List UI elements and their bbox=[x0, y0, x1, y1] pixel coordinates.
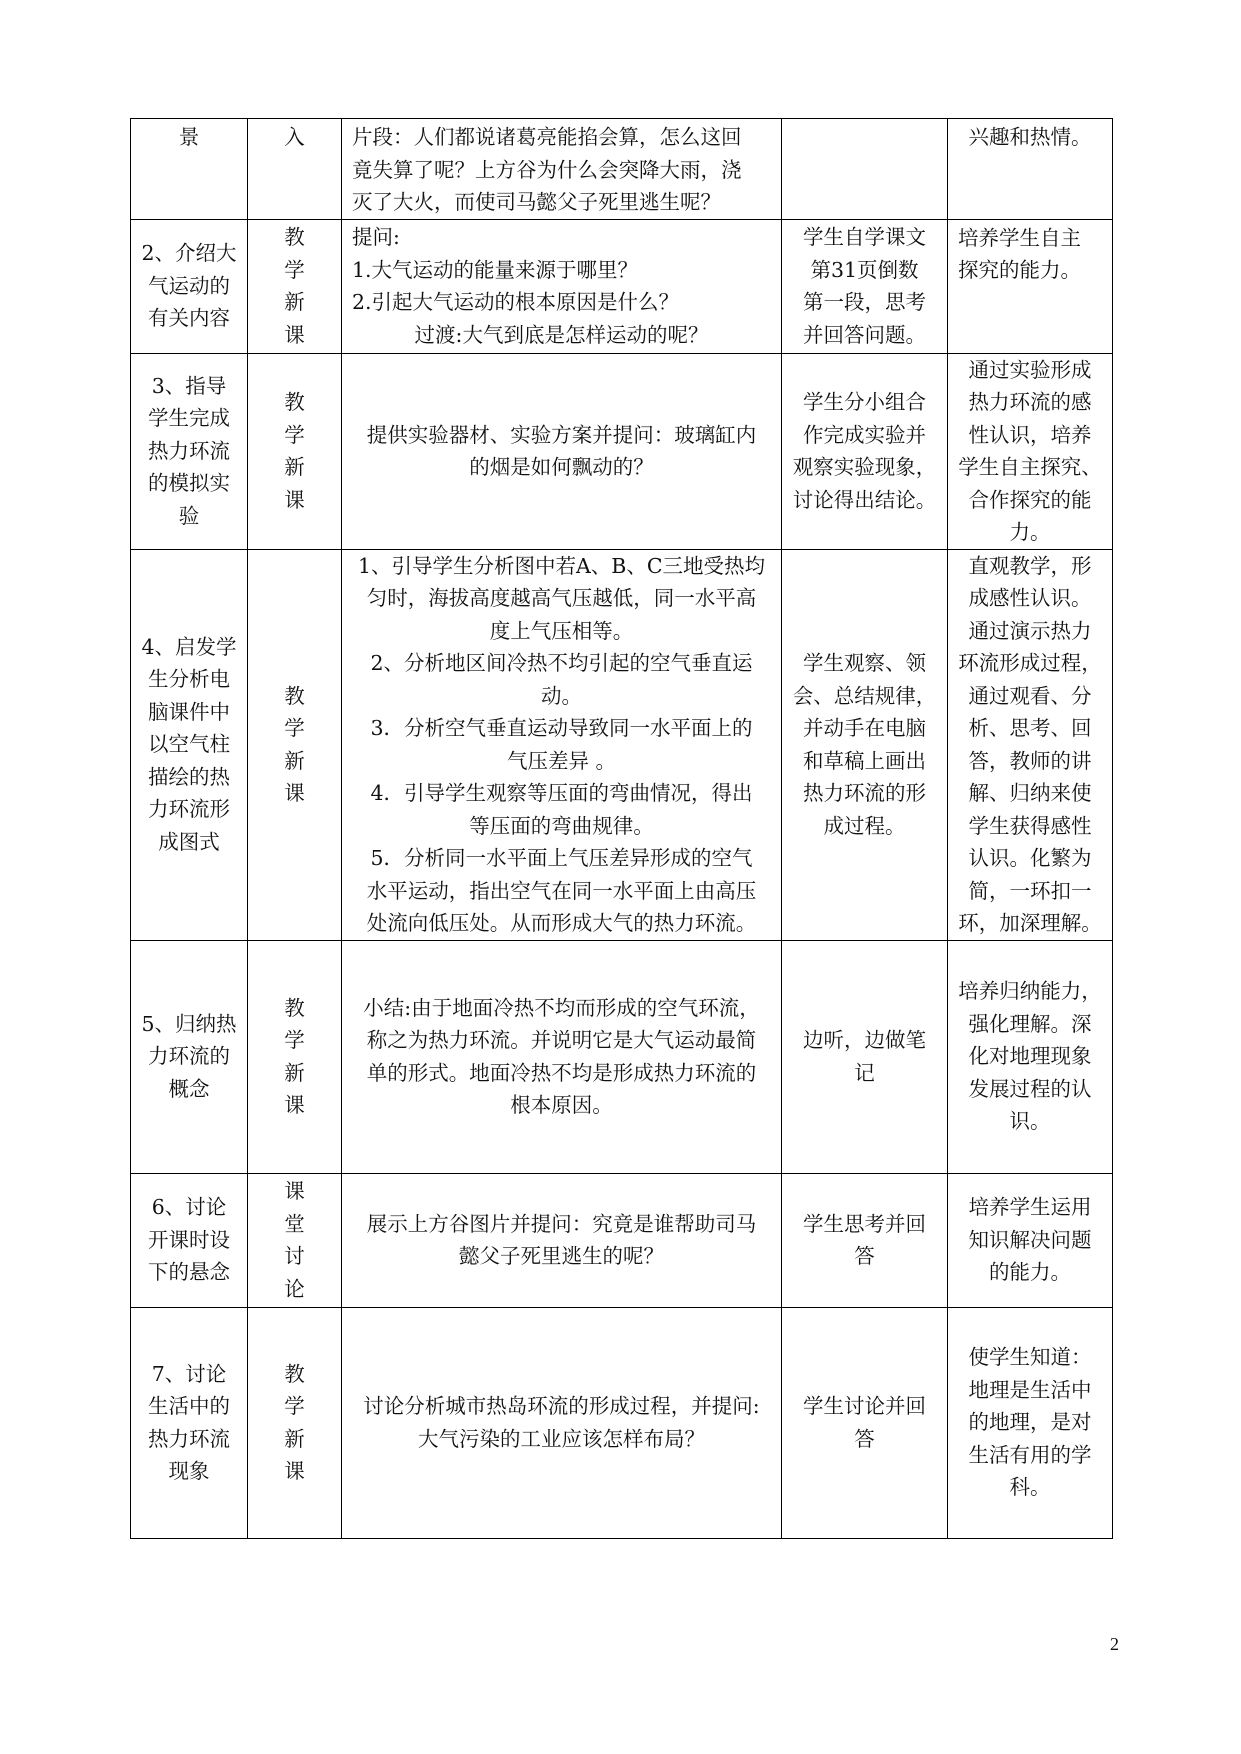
cell-line: 会、总结规律， bbox=[792, 683, 937, 708]
cell-line: 认识。化繁为 bbox=[968, 846, 1092, 870]
cell-line: 环流形成过程， bbox=[958, 651, 1102, 675]
cell-line: 课 bbox=[284, 1459, 305, 1483]
cell-line: 答，教师的讲 bbox=[968, 748, 1092, 773]
cell-line: 学 bbox=[284, 1028, 305, 1052]
cell-line: 3．分析空气垂直运动导致同一水平面上的 bbox=[370, 716, 753, 740]
cell-line: 课 bbox=[284, 1093, 305, 1117]
cell-line: 并动手在电脑 bbox=[803, 716, 926, 740]
teacher-activity-cell bbox=[342, 549, 782, 940]
cell-line: 解、归纳来使 bbox=[968, 781, 1092, 805]
cell-line: 性认识，培养 bbox=[968, 422, 1092, 447]
cell-line: 有关内容 bbox=[148, 306, 230, 331]
cell-line: 识。 bbox=[1009, 1109, 1051, 1134]
cell-line: 学生自学课文 bbox=[803, 225, 926, 249]
cell-line: 学 bbox=[284, 1394, 305, 1418]
cell-line: 下的悬念 bbox=[148, 1260, 230, 1285]
teacher-activity-cell bbox=[342, 119, 782, 220]
cell-line: 称之为热力环流。并说明它是大气运动最简 bbox=[366, 1028, 757, 1052]
cell-line: 现象 bbox=[168, 1459, 210, 1483]
lesson-plan-table bbox=[130, 118, 1113, 1539]
cell-line: 学生完成 bbox=[148, 406, 230, 431]
design-intent-cell bbox=[948, 353, 1113, 549]
cell-line: 观察实验现象， bbox=[792, 455, 937, 479]
table-row bbox=[131, 1307, 1113, 1538]
cell-line: 教 bbox=[284, 683, 305, 708]
cell-line: 6、讨论 bbox=[151, 1195, 227, 1220]
step-cell bbox=[131, 940, 248, 1173]
table-row bbox=[131, 1173, 1113, 1307]
cell-line: 和草稿上画出 bbox=[803, 748, 926, 773]
cell-line: 开课时设 bbox=[148, 1227, 230, 1252]
design-intent-cell bbox=[948, 119, 1113, 220]
cell-line: 知识解决问题 bbox=[968, 1227, 1092, 1252]
cell-line: 培养学生运用 bbox=[968, 1195, 1092, 1220]
cell-line: 懿父子死里逃生的呢？ bbox=[459, 1244, 664, 1268]
cell-line: 地理是生活中 bbox=[968, 1377, 1092, 1402]
cell-line: 探究的能力。 bbox=[958, 258, 1081, 282]
cell-line: 论 bbox=[284, 1276, 305, 1301]
cell-line: 学生获得感性 bbox=[968, 813, 1092, 838]
cell-line: 课 bbox=[284, 487, 305, 512]
method-cell bbox=[248, 119, 342, 220]
cell-line: 的模拟实 bbox=[148, 471, 230, 496]
cell-line: 提问: bbox=[352, 225, 400, 249]
cell-line: 气运动的 bbox=[148, 273, 230, 298]
cell-line: 小结:由于地面冷热不均而形成的空气环流， bbox=[363, 995, 760, 1020]
cell-line: 学 bbox=[284, 257, 305, 282]
cell-line: 力环流的 bbox=[148, 1044, 230, 1069]
cell-line: 记 bbox=[854, 1060, 875, 1085]
cell-line: 课 bbox=[284, 1179, 305, 1203]
cell-line: 等压面的弯曲规律。 bbox=[469, 813, 654, 838]
cell-line: 学生讨论并回 bbox=[803, 1394, 926, 1418]
cell-line: 化对地理现象 bbox=[968, 1044, 1092, 1069]
cell-line: 1.大气运动的能量来源于哪里？ bbox=[352, 257, 639, 282]
cell-line: 气压差异 。 bbox=[506, 748, 617, 773]
cell-line: 验 bbox=[178, 503, 200, 528]
cell-line: 提供实验器材、实验方案并提问：玻璃缸内 bbox=[366, 422, 757, 447]
cell-line: 成图式 bbox=[158, 829, 220, 854]
cell-line: 培养归纳能力， bbox=[958, 979, 1102, 1004]
cell-line: 并回答问题。 bbox=[803, 322, 926, 347]
cell-line: 脑课件中 bbox=[148, 699, 230, 724]
cell-line: 教 bbox=[284, 995, 305, 1020]
cell-line: 热力环流 bbox=[148, 1426, 230, 1451]
table-row bbox=[131, 549, 1113, 940]
cell-line: 热力环流 bbox=[148, 438, 230, 463]
step-cell bbox=[131, 1307, 248, 1538]
student-activity-cell bbox=[782, 219, 948, 353]
step-cell bbox=[131, 1173, 248, 1307]
cell-line: 学生观察、领 bbox=[803, 651, 926, 675]
cell-line: 讨 bbox=[284, 1244, 305, 1268]
method-cell bbox=[248, 219, 342, 353]
cell-line: 直观教学，形 bbox=[968, 553, 1092, 578]
student-activity-cell bbox=[782, 1307, 948, 1538]
student-activity-cell bbox=[782, 549, 948, 940]
cell-line: 生分析电 bbox=[148, 667, 230, 692]
cell-line: 5、归纳热 bbox=[141, 1011, 237, 1036]
cell-line: 2.引起大气运动的根本原因是什么？ bbox=[352, 290, 680, 314]
cell-line: 概念 bbox=[168, 1076, 210, 1101]
cell-line: 竟失算了呢？上方谷为什么会突降大雨，浇 bbox=[352, 157, 742, 182]
cell-line: 简，一环扣一 bbox=[968, 878, 1092, 903]
cell-line: 5．分析同一水平面上气压差异形成的空气 bbox=[370, 846, 753, 870]
cell-line: 的地理，是对 bbox=[968, 1410, 1092, 1435]
cell-line: 强化理解。深 bbox=[968, 1011, 1092, 1036]
cell-line: 通过观看、分 bbox=[968, 683, 1092, 708]
cell-line: 通过演示热力 bbox=[968, 618, 1092, 643]
design-intent-cell bbox=[948, 1307, 1113, 1538]
cell-line: 新 bbox=[284, 1426, 305, 1451]
student-activity-cell bbox=[782, 940, 948, 1173]
cell-line: 以空气柱 bbox=[148, 732, 230, 757]
cell-line: 第一段，思考 bbox=[803, 290, 926, 314]
cell-line: 教 bbox=[284, 1361, 305, 1386]
cell-line: 7、讨论 bbox=[151, 1361, 227, 1386]
cell-line: 堂 bbox=[284, 1211, 305, 1236]
cell-line: 景 bbox=[178, 125, 200, 149]
teacher-activity-cell bbox=[342, 1307, 782, 1538]
cell-line: 学 bbox=[284, 422, 305, 447]
teacher-activity-cell bbox=[342, 353, 782, 549]
table-row bbox=[131, 219, 1113, 353]
cell-line: 2、分析地区间冷热不均引起的空气垂直运动。 bbox=[370, 651, 753, 708]
cell-line: 学生思考并回 bbox=[803, 1211, 926, 1236]
cell-line: 兴趣和热情。 bbox=[968, 125, 1092, 149]
cell-line: 新 bbox=[284, 748, 305, 773]
page-number: 2 bbox=[1110, 1634, 1119, 1654]
cell-line: 热力环流的感 bbox=[968, 390, 1092, 414]
cell-line: 力环流形 bbox=[148, 797, 230, 822]
cell-line: 匀时，海拔高度越高气压越低，同一水平高 bbox=[366, 586, 757, 610]
table-row bbox=[131, 119, 1113, 220]
table-row bbox=[131, 353, 1113, 549]
cell-line: 水平运动，指出空气在同一水平面上由高压 bbox=[366, 878, 757, 903]
cell-line: 新 bbox=[284, 455, 305, 479]
cell-line: 过渡:大气到底是怎样运动的呢？ bbox=[414, 322, 709, 347]
cell-line: 热力环流的形 bbox=[803, 781, 926, 805]
method-cell bbox=[248, 940, 342, 1173]
cell-line: 使学生知道： bbox=[968, 1345, 1092, 1370]
cell-line: 描绘的热 bbox=[148, 764, 230, 789]
student-activity-cell bbox=[782, 119, 948, 220]
student-activity-cell bbox=[782, 353, 948, 549]
cell-line: 成感性认识。 bbox=[968, 586, 1092, 610]
cell-line: 新 bbox=[284, 290, 305, 314]
cell-line: 4、启发学 bbox=[141, 634, 237, 659]
cell-line: 学生自主探究、 bbox=[958, 455, 1102, 479]
cell-line: 生活中的 bbox=[148, 1394, 230, 1418]
cell-line: 讨论得出结论。 bbox=[792, 487, 937, 512]
method-cell bbox=[248, 1173, 342, 1307]
cell-line: 第31页倒数 bbox=[810, 257, 919, 282]
cell-line: 发展过程的认 bbox=[968, 1076, 1092, 1101]
cell-line: 边听，边做笔 bbox=[803, 1028, 926, 1052]
cell-line: 1、引导学生分析图中若A、B、C三地受热均 bbox=[357, 553, 766, 578]
cell-line: 展示上方谷图片并提问：究竟是谁帮助司马 bbox=[366, 1211, 757, 1236]
table-row bbox=[131, 940, 1113, 1173]
cell-line: 环，加深理解。 bbox=[958, 911, 1102, 935]
cell-line: 成过程。 bbox=[823, 813, 906, 838]
method-cell bbox=[248, 549, 342, 940]
student-activity-cell bbox=[782, 1173, 948, 1307]
cell-line: 学 bbox=[284, 716, 305, 740]
cell-line: 答 bbox=[854, 1426, 875, 1451]
cell-line: 单的形式。地面冷热不均是形成热力环流的 bbox=[366, 1060, 757, 1085]
cell-line: 的烟是如何飘动的？ bbox=[469, 455, 654, 479]
cell-line: 新 bbox=[284, 1060, 305, 1085]
cell-line: 片段：人们都说诸葛亮能掐会算，怎么这回 bbox=[352, 125, 742, 149]
cell-line: 灭了大火，而使司马懿父子死里逃生呢？ bbox=[352, 190, 721, 214]
cell-line: 析、思考、回 bbox=[968, 716, 1092, 740]
cell-line: 通过实验形成 bbox=[968, 357, 1092, 382]
cell-line: 力。 bbox=[1009, 520, 1051, 544]
cell-line: 的能力。 bbox=[989, 1260, 1071, 1285]
method-cell bbox=[248, 353, 342, 549]
cell-line: 培养学生自主 bbox=[958, 225, 1081, 250]
cell-line: 科。 bbox=[1009, 1475, 1051, 1500]
teacher-activity-cell bbox=[342, 940, 782, 1173]
cell-line: 学生分小组合 bbox=[803, 390, 926, 414]
teacher-activity-cell bbox=[342, 219, 782, 353]
design-intent-cell bbox=[948, 549, 1113, 940]
teacher-activity-cell bbox=[342, 1173, 782, 1307]
cell-line: 作完成实验并 bbox=[803, 422, 926, 447]
step-cell bbox=[131, 219, 248, 353]
cell-line: 4．引导学生观察等压面的弯曲情况，得出 bbox=[370, 781, 753, 805]
cell-line: 课 bbox=[284, 781, 305, 805]
cell-line: 生活有用的学 bbox=[968, 1442, 1092, 1467]
cell-line: 入 bbox=[284, 125, 305, 149]
cell-line: 答 bbox=[854, 1244, 875, 1268]
step-cell bbox=[131, 549, 248, 940]
cell-line: 讨论分析城市热岛环流的形成过程，并提问: bbox=[363, 1394, 760, 1418]
cell-line: 度上气压相等。 bbox=[489, 618, 634, 643]
cell-line: 根本原因。 bbox=[510, 1093, 613, 1117]
step-cell bbox=[131, 119, 248, 220]
design-intent-cell bbox=[948, 940, 1113, 1173]
step-cell bbox=[131, 353, 248, 549]
cell-line: 合作探究的能 bbox=[968, 487, 1092, 512]
cell-line: 教 bbox=[284, 390, 305, 414]
method-cell bbox=[248, 1307, 342, 1538]
cell-line: 课 bbox=[284, 322, 305, 347]
design-intent-cell bbox=[948, 219, 1113, 353]
cell-line: 大气污染的工业应该怎样布局？ bbox=[418, 1426, 705, 1451]
cell-line: 处流向低压处。从而形成大气的热力环流。 bbox=[366, 911, 757, 935]
cell-line: 3、指导 bbox=[151, 373, 227, 398]
cell-line: 2、介绍大 bbox=[141, 241, 237, 266]
cell-line: 教 bbox=[284, 225, 305, 249]
design-intent-cell bbox=[948, 1173, 1113, 1307]
